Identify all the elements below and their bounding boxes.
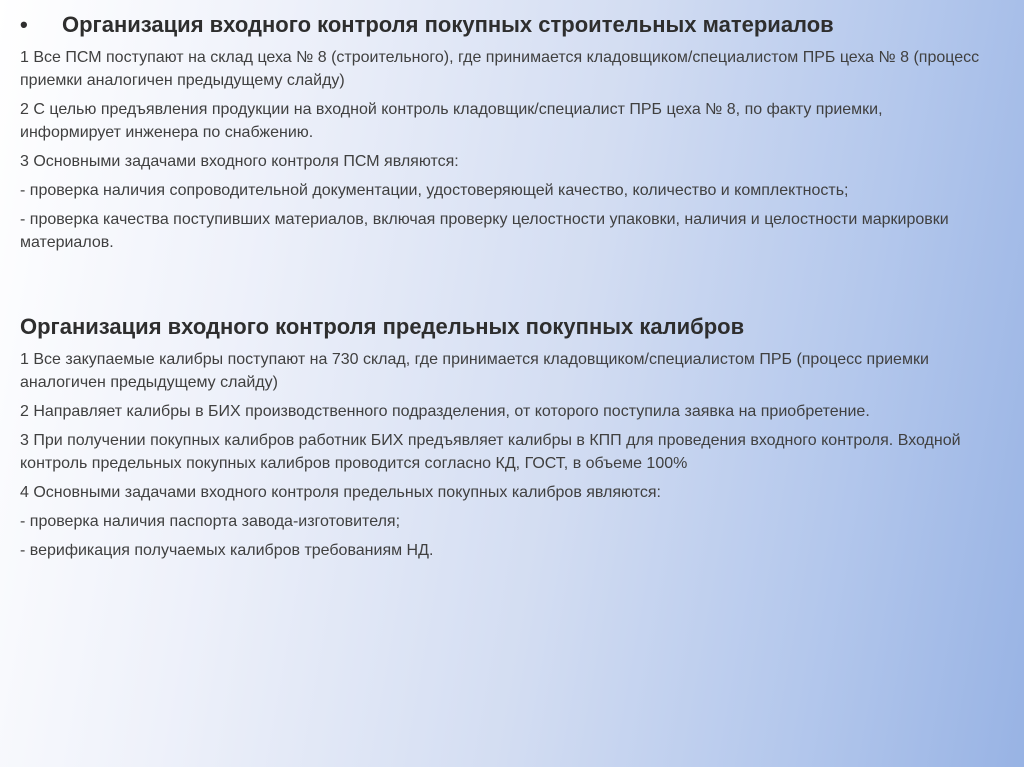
bullet-icon: •	[20, 12, 28, 37]
paragraph: 2 С целью предъявления продукции на входной контроль кладовщик/специалист ПРБ цеха № 8, по факту приемки, информирует инженера по снабжению.	[20, 101, 883, 141]
paragraph: 3 Основными задачами входного контроля ПСМ являются:	[20, 153, 459, 170]
paragraph: - верификация получаемых калибров требованиям НД.	[20, 542, 434, 559]
section-building-materials	[20, 10, 984, 260]
section-heading	[20, 312, 984, 342]
section-heading	[20, 10, 984, 40]
heading-text: Организация входного контроля предельных покупных калибров	[20, 314, 745, 339]
paragraph: 2 Направляет калибры в БИХ производственного подразделения, от которого поступила заявка на приобретение.	[20, 403, 870, 420]
paragraph: 4 Основными задачами входного контроля предельных покупных калибров являются:	[20, 484, 661, 501]
paragraph: 1 Все закупаемые калибры поступают на 730 склад, где принимается кладовщиком/специалистом ПРБ (процесс приемки аналогичен предыдущему слайду)	[20, 351, 929, 391]
heading-text: Организация входного контроля покупных строительных материалов	[62, 12, 834, 37]
paragraph: 1 Все ПСМ поступают на склад цеха № 8 (строительного), где принимается кладовщиком/специалистом ПРБ цеха № 8 (процесс приемки аналогичен предыдущему слайду)	[20, 49, 980, 89]
section-limit-gauges	[20, 312, 984, 568]
paragraph: - проверка наличия паспорта завода-изготовителя;	[20, 513, 401, 530]
paragraph: - проверка наличия сопроводительной документации, удостоверяющей качество, количество и комплектность;	[20, 182, 849, 199]
paragraph: - проверка качества поступивших материалов, включая проверку целостности упаковки, наличия и целостности маркировки материалов.	[20, 211, 949, 251]
paragraph: 3 При получении покупных калибров работник БИХ предъявляет калибры в КПП для проведения входного контроля. Входной контроль предельных покупных калибров проводится согласно КД, ГОСТ, в объеме 100%	[20, 432, 961, 472]
